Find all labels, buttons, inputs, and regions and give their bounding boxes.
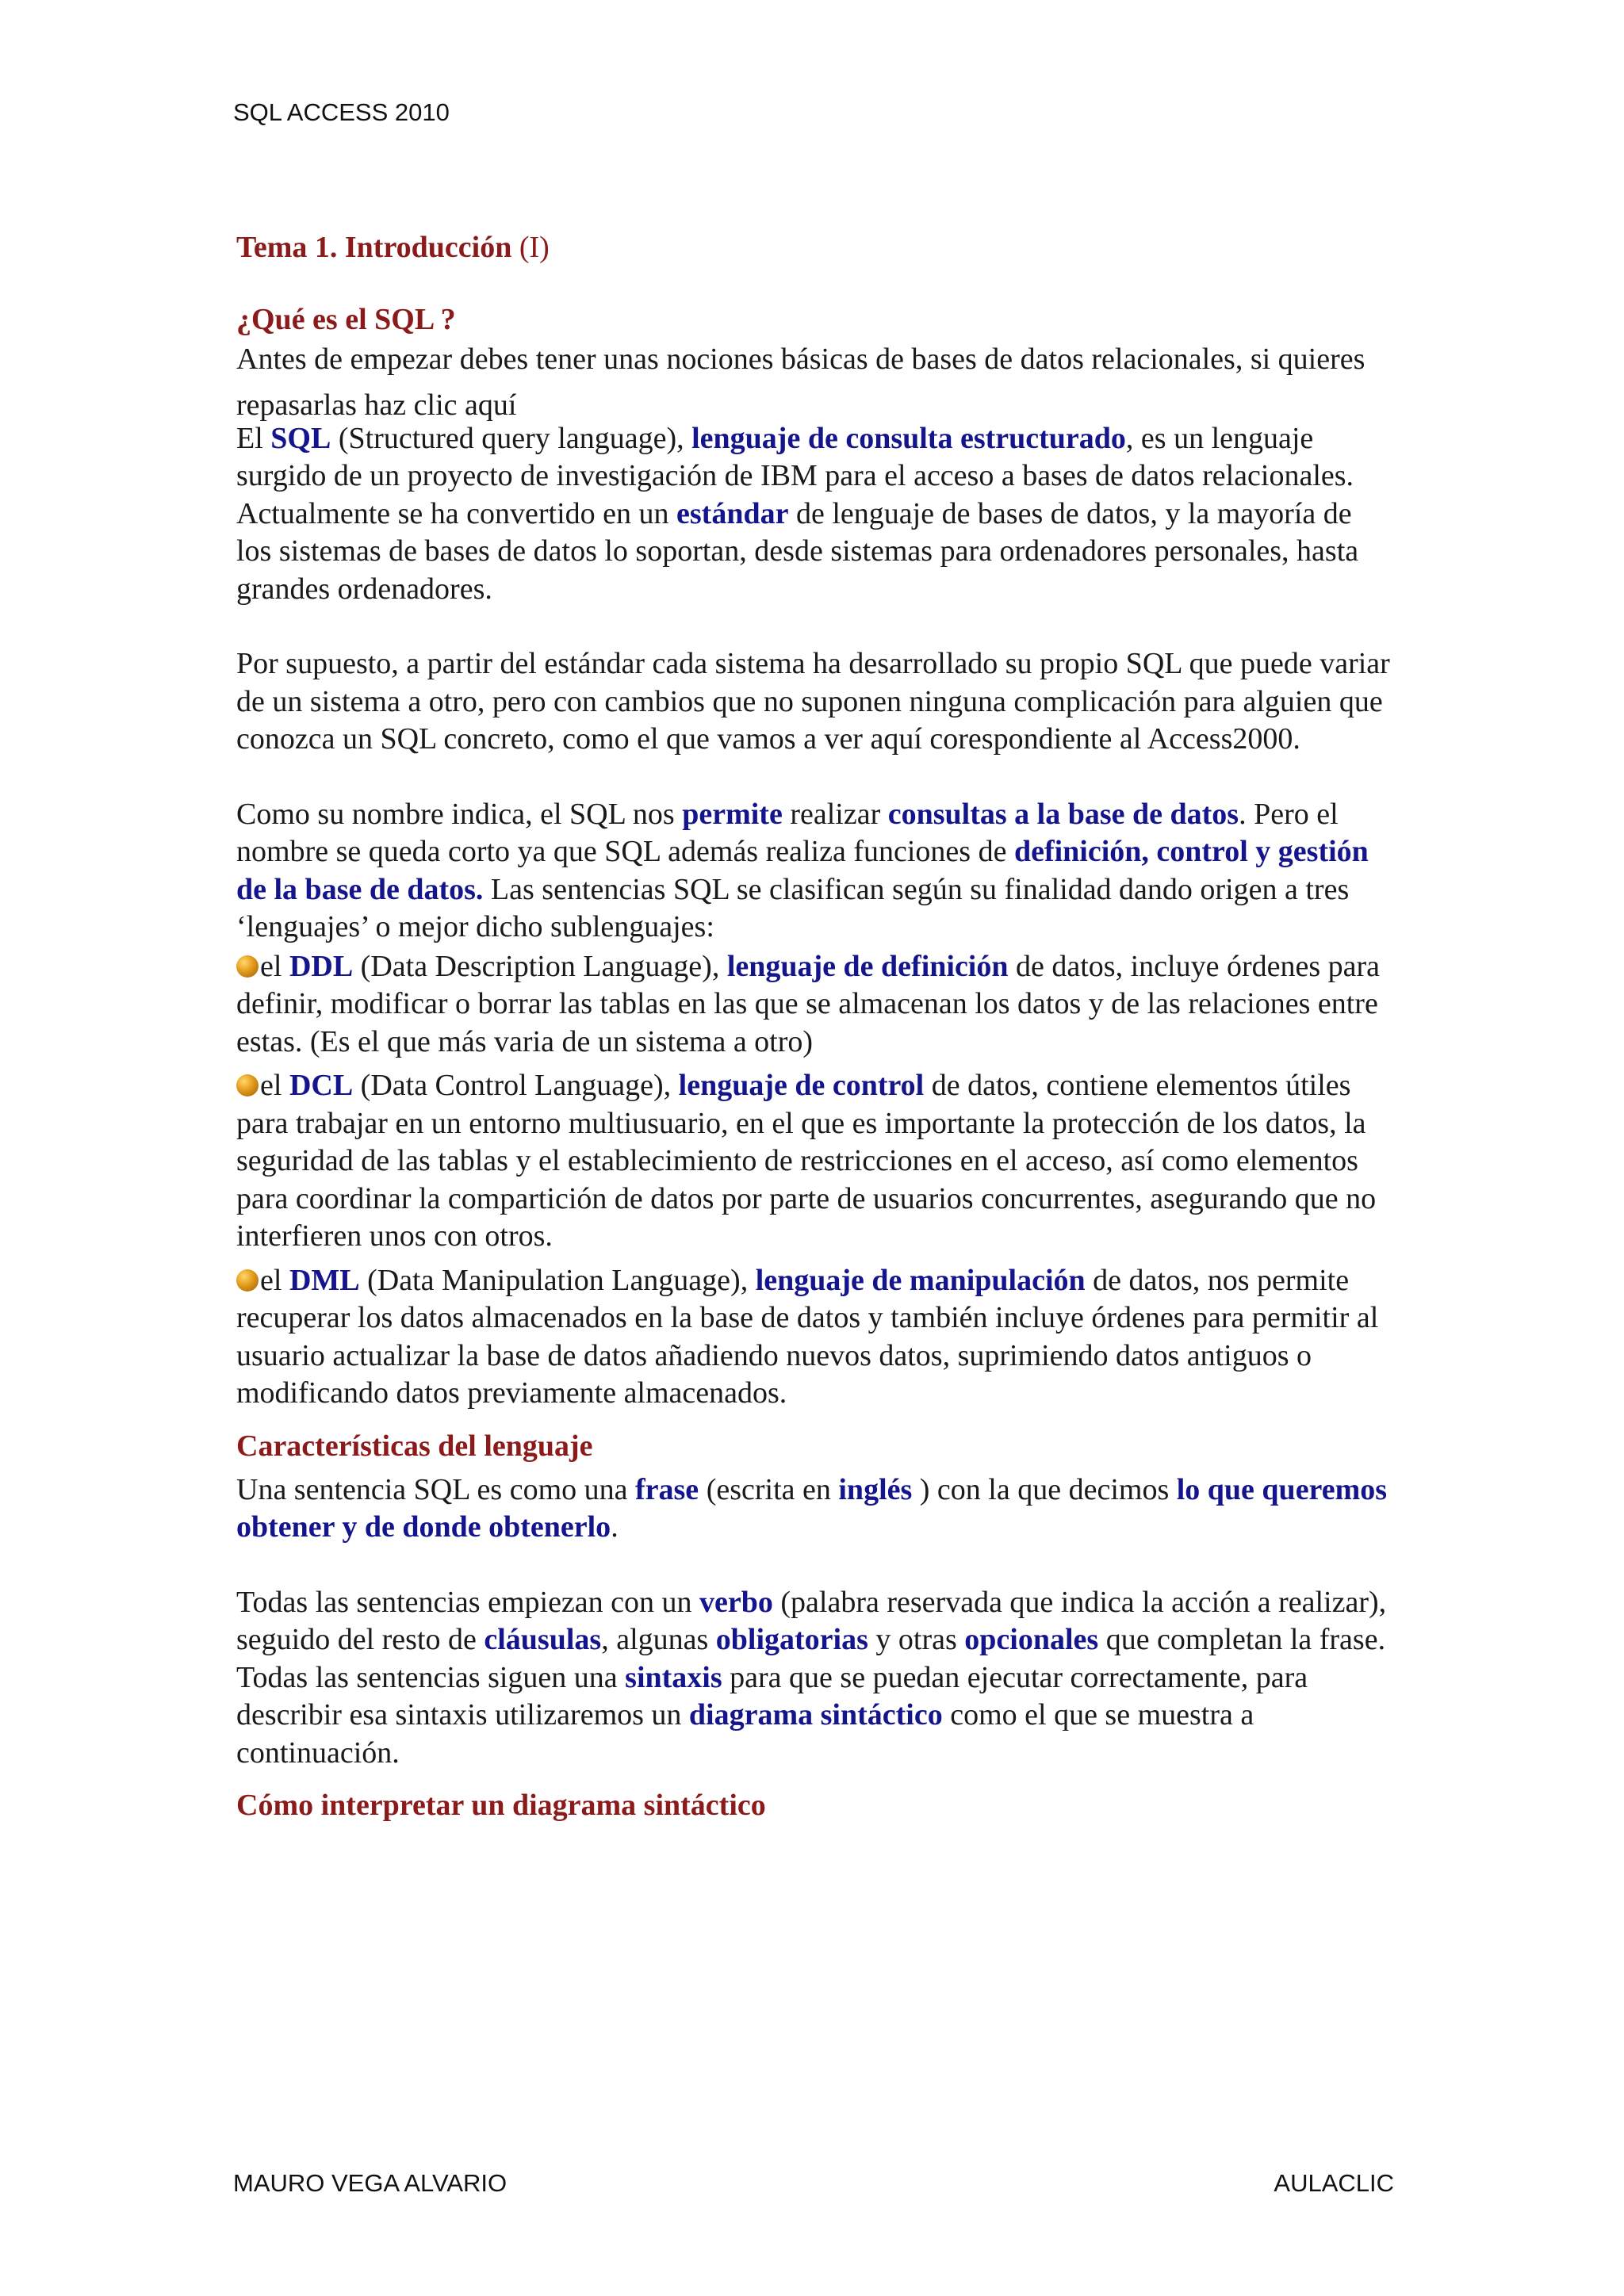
keyword-frase: frase [635,1472,699,1506]
section-heading-what-is-sql: ¿Qué es el SQL ? [236,303,456,336]
keyword-lenguaje-consulta: lenguaje de consulta estructurado [691,421,1126,455]
keyword-dcl: DCL [289,1069,354,1102]
bullet-item-dml: el DML (Data Manipulation Language), lenguaje de manipulación de datos, nos permite recuperar los datos almacenados en la base de datos y también incluye órdenes para permitir al usuario actualizar la base de datos añadiendo nuevos datos, suprimiendo datos antiguos o modificando datos previamente almacenados. [236,1263,1379,1410]
keyword-lenguaje-manipulacion: lenguaje de manipulación [755,1263,1086,1297]
intro-paragraph: Antes de empezar debes tener unas nociones básicas de bases de datos relacionales, si quieres repasarlas haz clic aquí [236,342,1365,422]
keyword-clausulas: cláusulas [484,1623,602,1656]
syntax-paragraph: Todas las sentencias empiezan con un verbo (palabra reservada que indica la acción a realizar), seguido del resto de cláusulas, algunas obligatorias y otras opcionales que completan la frase. Todas las sentencias siguen una sintaxis para que se puedan ejecutar correctamente, para describir esa sintaxis utilizaremos un diagrama sintáctico como el que se muestra a continuación. [236,1585,1387,1770]
section-heading-caracteristicas: Características del lenguaje [236,1429,593,1463]
keyword-permite: permite [682,797,783,831]
keyword-diagrama-sintactico: diagrama sintáctico [688,1698,943,1732]
bullet-orb-icon [236,1269,259,1292]
keyword-lo-que-queremos: lo que queremos obtener y de donde obtenerlo [236,1472,1388,1544]
keyword-estandar: estándar [676,496,789,530]
footer-author: MAURO VEGA ALVARIO [233,2169,508,2197]
keyword-definicion-control: definición, control y gestión de la base de datos. [236,835,1369,906]
document-body [236,224,1394,1829]
title-main: Tema 1. Introducción [236,231,512,264]
bullet-orb-icon [236,955,259,978]
keyword-lenguaje-definicion: lenguaje de definición [726,949,1009,983]
page-header: SQL ACCESS 2010 [233,98,450,126]
page-title [236,224,1394,271]
keyword-ddl: DDL [289,949,354,983]
keyword-sintaxis: sintaxis [625,1660,722,1694]
dialects-paragraph: Por supuesto, a partir del estándar cada sistema ha desarrollado su propio SQL que puede variar de un sistema a otro, pero con cambios que no suponen ninguna complicación para alguien que conozca un SQL concreto, como el que vamos a ver aquí corespondiente al Access2000. [236,647,1390,756]
keyword-opcionales: opcionales [964,1623,1099,1656]
sql-definition-paragraph: El SQL (Structured query language), lenguaje de consulta estructurado, es un lenguaje surgido de un proyecto de investigación de IBM para el acceso a bases de datos relacionales. Actualmente se ha convertido en un estándar de lenguaje de bases de datos, y la mayoría de los sistemas de bases de datos lo soportan, desde sistemas para ordenadores personales, hasta grandes ordenadores. [236,421,1359,606]
section-heading-diagrama: Cómo interpretar un diagrama sintáctico [236,1789,766,1822]
bullet-item-dcl: el DCL (Data Control Language), lenguaje de control de datos, contiene elementos útiles para trabajar en un entorno multiusuario, en el que es importante la protección de los datos, la seguridad de las tablas y el establecimiento de restricciones en el acceso, así como elementos para coordinar la compartición de datos por parte de usuarios concurrentes, asegurando que no interfieren unos con otros. [236,1069,1377,1253]
keyword-consultas: consultas a la base de datos [887,797,1239,831]
bullet-item-ddl: el DDL (Data Description Language), lenguaje de definición de datos, incluye órdenes para definir, modificar o borrar las tablas en las que se almacenan los datos y de las relaciones entre estas. (Es el que más varia de un sistema a otro) [236,949,1381,1058]
keyword-ingles: inglés [838,1472,913,1506]
keyword-verbo: verbo [699,1585,773,1619]
title-suffix: (I) [519,231,550,264]
footer-source: AULACLIC [1274,2169,1394,2197]
keyword-obligatorias: obligatorias [715,1623,868,1656]
keyword-dml: DML [289,1263,360,1297]
keyword-lenguaje-control: lenguaje de control [678,1069,925,1102]
keyword-sql: SQL [270,421,331,455]
functions-paragraph: Como su nombre indica, el SQL nos permite realizar consultas a la base de datos. Pero el nombre se queda corto ya que SQL además realiza funciones de definición, control y gestión de la base de datos. Las sentencias SQL se clasifican según su finalidad dando origen a tres ‘lenguajes’ o mejor dicho sublenguajes: [236,797,1369,943]
sentence-paragraph: Una sentencia SQL es como una frase (escrita en inglés ) con la que decimos lo que queremos obtener y de donde obtenerlo. [236,1472,1388,1544]
bullet-orb-icon [236,1074,259,1096]
